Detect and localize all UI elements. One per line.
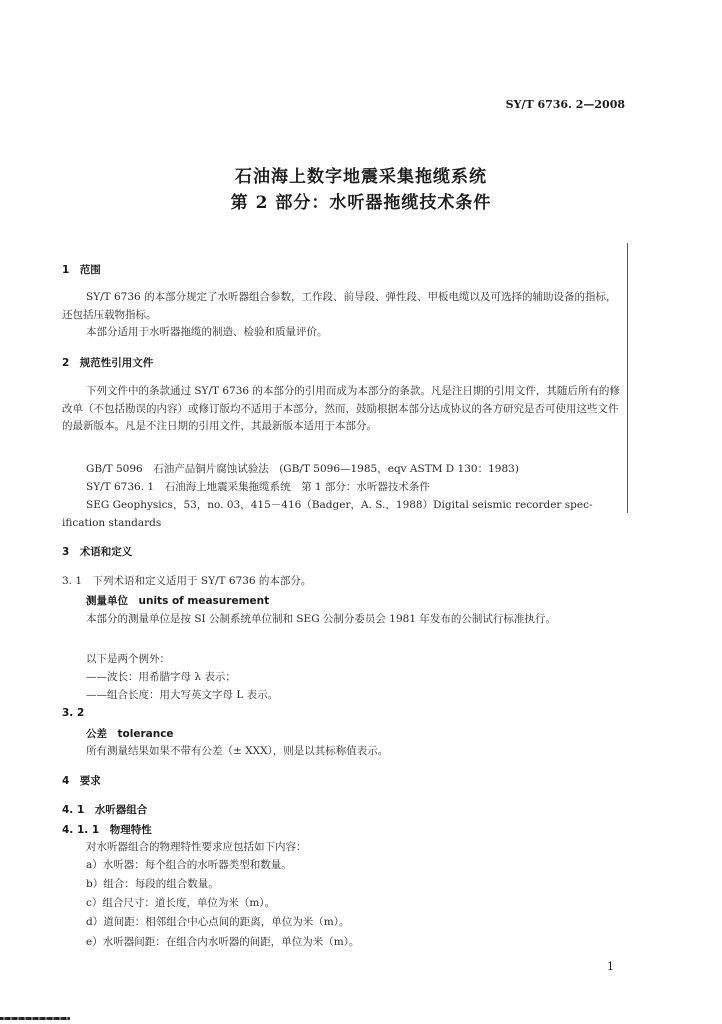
list-item-c: c）组合尺寸：道长度，单位为米（m）。	[86, 897, 276, 909]
list-item-e: e）水听器间距：在组合内水听器的间距，单位为米（m）。	[86, 936, 360, 948]
standard-number: SY/T 6736. 2—2008	[505, 98, 625, 111]
clause-4-1-heading: 4. 1 水听器组合	[62, 804, 148, 816]
exception-array-length: ——组合长度：用大写英文字母 L 表示。	[86, 689, 279, 701]
clause-3-2: 3. 2	[62, 707, 85, 719]
list-item-b: b）组合：每段的组合数量。	[86, 878, 219, 890]
section-4-heading: 4 要求	[62, 775, 101, 787]
clause-3-1: 3. 1 下列术语和定义适用于 SY/T 6736 的本部分。	[62, 575, 312, 587]
scan-edge-mark	[0, 1017, 70, 1020]
section-3-heading: 3 术语和定义	[62, 546, 133, 558]
reference-seg-line2: ification standards	[62, 517, 162, 529]
section-1-para-1: SY/T 6736 的本部分规定了水听器组合参数，工作段、前导段、弹性段、甲板电缆以及可选择的辅助设备的指标，还包括压载物指标。	[62, 291, 617, 321]
reference-gb5096: GB/T 5096 石油产品铜片腐蚀试验法 (GB/T 5096—1985，eqv ASTM D 130：1983)	[86, 463, 519, 475]
physical-intro: 对水听器组合的物理特性要求应包括如下内容：	[86, 841, 307, 853]
doc-title-line2: 第 2 部分：水听器拖缆技术条件	[230, 193, 492, 213]
doc-title-line1: 石油海上数字地震采集拖缆系统	[235, 167, 487, 187]
term-units-of-measurement: 测量单位 units of measurement	[86, 595, 270, 607]
clause-4-1-1-heading: 4. 1. 1 物理特性	[62, 824, 152, 836]
section-1-para-2: 本部分适用于水听器拖缆的制造、检验和质量评价。	[86, 326, 328, 338]
definition-units: 本部分的测量单位是按 SI 公制系统单位制和 SEG 公制分委员会 1981 年发布的公制试行标准执行。	[86, 613, 556, 625]
section-1-heading: 1 范围	[62, 264, 101, 276]
exception-wavelength: ——波长：用希腊字母 λ 表示；	[86, 671, 236, 683]
page-number: 1	[607, 960, 614, 973]
section-2-heading: 2 规范性引用文件	[62, 357, 154, 369]
definition-tolerance: 所有测量结果如果不带有公差（± XXX），则是以其标称值表示。	[86, 745, 389, 757]
reference-seg-line1: SEG Geophysics，53，no. 03，415－416（Badger，A. S.，1988）Digital seismic recorder spec-	[86, 499, 593, 511]
exceptions-intro: 以下是两个例外：	[86, 653, 170, 665]
term-tolerance: 公差 tolerance	[86, 728, 174, 740]
reference-syt6736-1: SY/T 6736. 1 石油海上地震采集拖缆系统 第 1 部分：水听器技术条件	[86, 481, 430, 493]
list-item-d: d）道间距：相邻组合中心点间的距离，单位为米（m）。	[86, 916, 350, 928]
list-item-a: a）水听器：每个组合的水听器类型和数量。	[86, 859, 292, 871]
margin-rule	[627, 243, 628, 513]
section-2-para-1: 下列文件中的条款通过 SY/T 6736 的本部分的引用而成为本部分的条款。凡是注日期的引用文件，其随后所有的修改单（不包括勘误的内容）或修订版均不适用于本部分，然而，鼓励根据本部分达成协议的各方研究是否可使用这些文件的最新版本。凡是不注日期的引用文件，其最新版本适用于本部分。	[62, 385, 620, 432]
